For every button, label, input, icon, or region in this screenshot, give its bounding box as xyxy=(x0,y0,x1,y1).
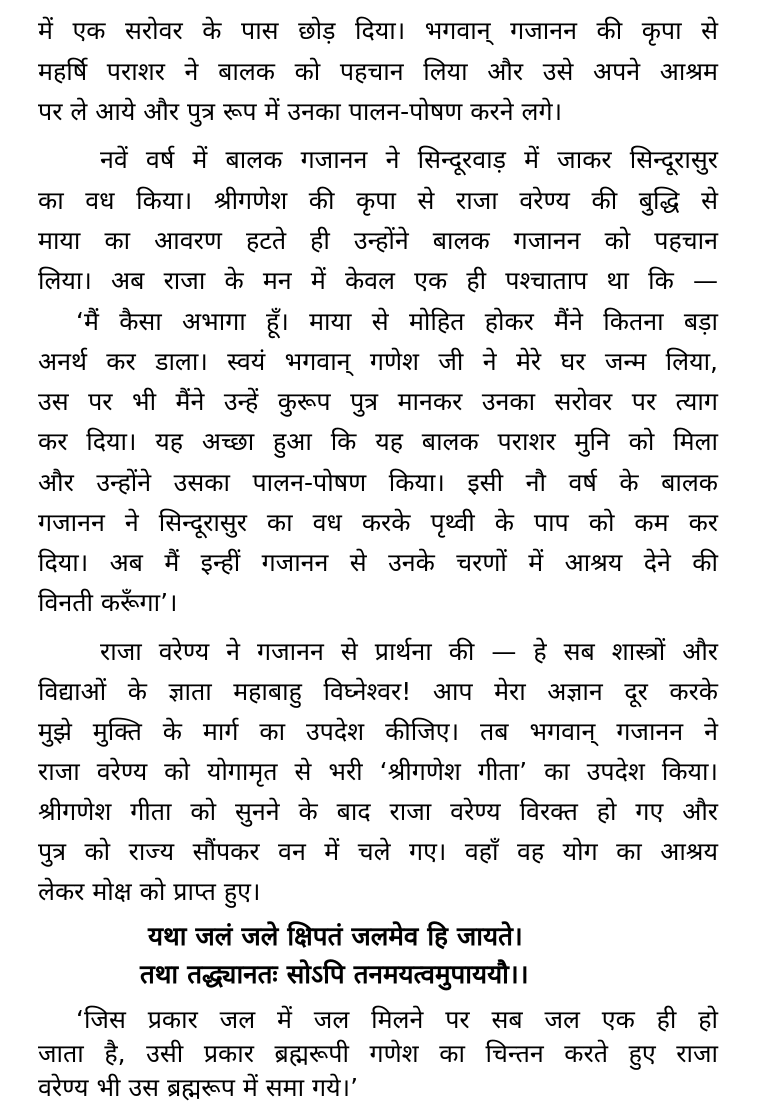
text-line: पर ले आये और पुत्र रूप में उनका पालन-पोषण करने लगे। xyxy=(38,97,563,126)
translation-line: ‘जिस प्रकार जल में जल मिलने पर सब जल एक ही हो xyxy=(76,1005,718,1034)
translation-line: जाता है, उसी प्रकार ब्रह्मरूपी गणेश का चिन्तन करते हुए राजा xyxy=(38,1039,718,1068)
translation-line: वरेण्य भी उस ब्रह्मरूप में समा गये।’ xyxy=(38,1073,359,1102)
text-line: लेकर मोक्ष को प्राप्त हुए। xyxy=(38,877,261,906)
text-line: राजा वरेण्य ने गजानन से प्रार्थना की — हे सब शास्त्रों और xyxy=(100,637,718,666)
text-line: अनर्थ कर डाला। स्वयं भगवान् गणेश जी ने मेरे घर जन्म लिया, xyxy=(38,347,718,376)
verse-line: यथा जलं जले क्षिपतं जलमेव हि जायते। xyxy=(148,922,523,952)
text-line: राजा वरेण्य को योगामृत से भरी ‘श्रीगणेश गीता’ का उपदेश किया। xyxy=(38,757,718,786)
text-line: माया का आवरण हटते ही उन्होंने बालक गजानन को पहचान xyxy=(38,226,718,255)
text-line: और उन्होंने उसका पालन-पोषण किया। इसी नौ वर्ष के बालक xyxy=(38,468,718,497)
text-line: श्रीगणेश गीता को सुनने के बाद राजा वरेण्य विरक्त हो गए और xyxy=(38,797,718,826)
text-line: कर दिया। यह अच्छा हुआ कि यह बालक पराशर मुनि को मिला xyxy=(38,427,718,456)
text-line: विनती करूँगा’। xyxy=(38,588,178,617)
text-line: दिया। अब मैं इन्हीं गजानन से उनके चरणों में आश्रय देने की xyxy=(38,548,718,577)
text-line: ‘मैं कैसा अभागा हूँ। माया से मोहित होकर मैंने कितना बड़ा xyxy=(76,307,718,336)
text-line: नवें वर्ष में बालक गजानन ने सिन्दूरवाड़ में जाकर सिन्दूरासुर xyxy=(100,145,718,174)
text-line: का वध किया। श्रीगणेश की कृपा से राजा वरेण्य की बुद्धि से xyxy=(38,186,718,215)
text-line: मुझे मुक्ति के मार्ग का उपदेश कीजिए। तब भगवान् गजानन ने xyxy=(38,717,718,746)
text-line: लिया। अब राजा के मन में केवल एक ही पश्चाताप था कि — xyxy=(38,266,718,295)
text-line: विद्याओं के ज्ञाता महाबाहु विघ्नेश्वर! आप मेरा अज्ञान दूर करके xyxy=(38,677,718,706)
text-line: उस पर भी मैंने उन्हें कुरूप पुत्र मानकर उनका सरोवर पर त्याग xyxy=(38,387,718,416)
text-line: महर्षि पराशर ने बालक को पहचान लिया और उसे अपने आश्रम xyxy=(38,57,718,86)
text-line: पुत्र को राज्य सौंपकर वन में चले गए। वहाँ वह योग का आश्रय xyxy=(38,837,718,866)
text-line: गजानन ने सिन्दूरासुर का वध करके पृथ्वी के पाप को कम कर xyxy=(38,508,718,537)
verse-line: तथा तद्ध्यानतः सोऽपि तनमयत्वमुपाययौ।। xyxy=(140,960,529,990)
text-line: में एक सरोवर के पास छोड़ दिया। भगवान् गजानन की कृपा से xyxy=(38,16,718,45)
